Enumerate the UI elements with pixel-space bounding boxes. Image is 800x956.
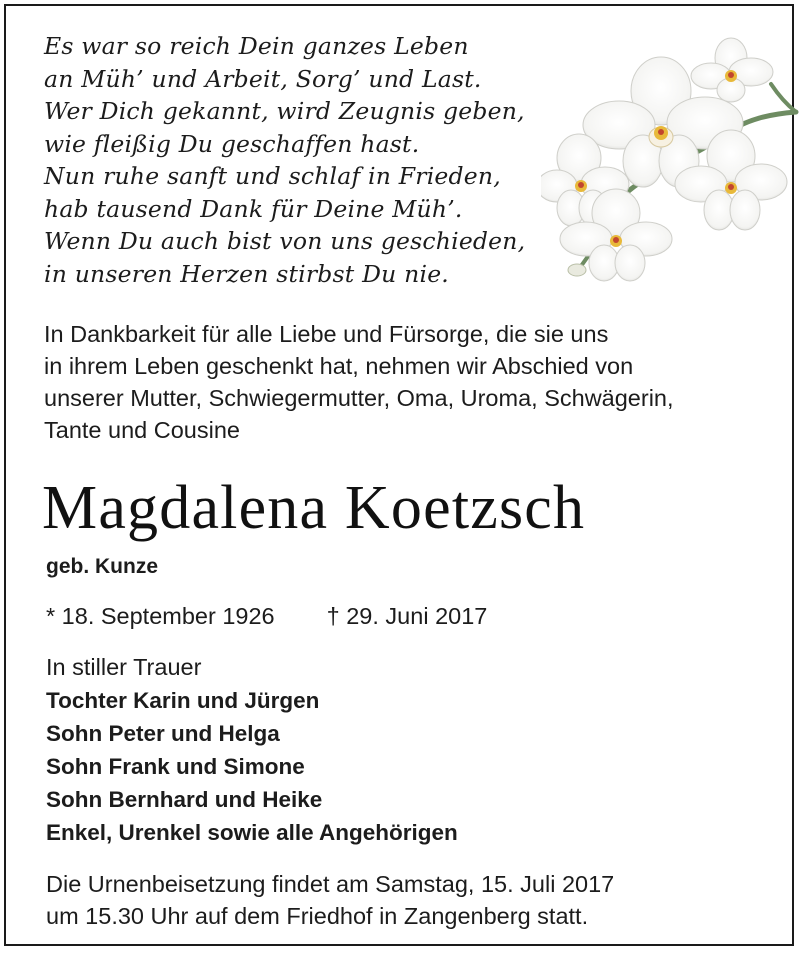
poem-line: in unseren Herzen stirbst Du nie.	[44, 259, 449, 288]
funeral-line: Die Urnenbeisetzung findet am Samstag, 15. Juli 2017	[46, 871, 615, 897]
intro-line: Tante und Cousine	[44, 417, 240, 443]
deceased-name: Magdalena Koetzsch	[42, 474, 586, 542]
funeral-line: um 15.30 Uhr auf dem Friedhof in Zangenberg statt.	[46, 903, 589, 929]
poem	[44, 30, 584, 290]
mourners	[46, 651, 458, 849]
intro-line: unserer Mutter, Schwiegermutter, Oma, Uroma, Schwägerin,	[44, 385, 674, 411]
poem-line: hab tausend Dank für Deine Müh’.	[44, 194, 463, 223]
birth-date: * 18. September 1926	[46, 603, 275, 629]
mourner-entry: Sohn Frank und Simone	[46, 754, 305, 779]
intro-line: in ihrem Leben geschenkt hat, nehmen wir Abschied von	[44, 353, 634, 379]
life-dates	[46, 600, 487, 632]
poem-line: Wer Dich gekannt, wird Zeugnis geben,	[44, 97, 525, 125]
mourner-entry: Enkel, Urenkel sowie alle Angehörigen	[46, 820, 458, 845]
poem-line: wie fleißig Du geschaffen hast.	[44, 129, 420, 158]
funeral-notice	[46, 868, 614, 932]
obituary-frame	[4, 4, 794, 946]
orchid-icon	[541, 34, 800, 284]
maiden-name: geb. Kunze	[46, 555, 159, 578]
poem-line: Es war so reich Dein ganzes Leben	[44, 32, 469, 60]
poem-line: Wenn Du auch bist von uns geschieden,	[44, 227, 526, 255]
death-date: † 29. Juni 2017	[326, 603, 488, 629]
intro-text	[44, 318, 784, 446]
poem-line: Nun ruhe sanft und schlaf in Frieden,	[44, 162, 501, 190]
mourners-heading: In stiller Trauer	[46, 654, 202, 680]
mourner-entry: Sohn Bernhard und Heike	[46, 787, 323, 812]
intro-line: In Dankbarkeit für alle Liebe und Fürsorge, die sie uns	[44, 321, 609, 347]
mourner-entry: Sohn Peter und Helga	[46, 721, 280, 746]
mourner-entry: Tochter Karin und Jürgen	[46, 688, 320, 713]
poem-line: an Müh’ und Arbeit, Sorg’ und Last.	[44, 64, 482, 93]
